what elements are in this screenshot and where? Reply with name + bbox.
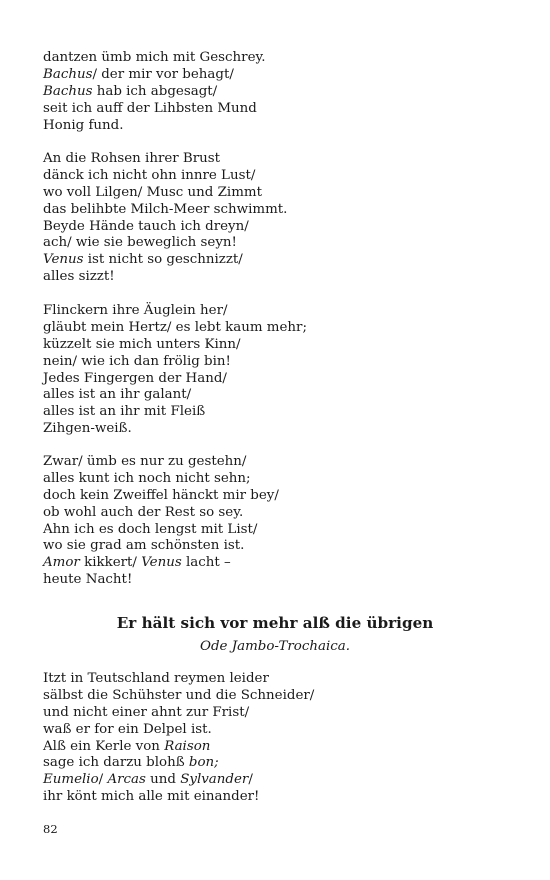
verse-line [43, 538, 503, 555]
verse-segment: lacht – [181, 555, 231, 571]
verse-segment: Itzt in Teutschland reymen leider [43, 671, 269, 686]
verse-line [43, 772, 503, 789]
verse-italic-segment: Bachus [43, 83, 93, 99]
verse-italic-segment: Venus [141, 555, 182, 571]
verse-line [43, 505, 503, 522]
verse-segment: heute Nacht! [43, 572, 133, 588]
verse-segment: kikkert/ [79, 555, 142, 571]
verse-line [43, 269, 503, 286]
verse-line [43, 739, 503, 756]
verse-line [43, 252, 503, 269]
verse-line [43, 387, 503, 404]
verse-line [43, 219, 503, 236]
stanza-3 [43, 303, 503, 438]
verse-segment: alles ist an ihr galant/ [43, 387, 192, 403]
verse-line [43, 555, 503, 572]
verse-line [43, 354, 503, 371]
verse-line [43, 118, 503, 135]
stanza-final [43, 671, 503, 806]
verse-segment: seit ich auff der Lihbsten Mund [43, 100, 257, 116]
verse-segment: alles ist an ihr mit Fleiß [43, 404, 206, 420]
verse-line [43, 671, 503, 688]
verse-line [43, 371, 503, 388]
verse-line [43, 404, 503, 421]
verse-segment: dantzen ümb mich mit Geschrey. [43, 50, 266, 65]
verse-segment: Flinckern ihre Äuglein her/ [43, 303, 228, 318]
verse-segment: ihr könt mich alle mit einander! [43, 789, 260, 805]
verse-line [43, 421, 503, 438]
verse-segment: gläubt mein Hertz/ es lebt kaum mehr; [43, 319, 307, 335]
verse-line [43, 471, 503, 488]
verse-line [43, 84, 503, 101]
poem-subtitle: Ode Jambo-Trochaica. [200, 639, 350, 654]
verse-line [43, 185, 503, 202]
stanza-1 [43, 50, 503, 134]
verse-line [43, 303, 503, 320]
verse-segment: An die Rohsen ihrer Brust [43, 151, 221, 166]
verse-segment: / [248, 772, 253, 788]
verse-line [43, 522, 503, 539]
verse-line [43, 320, 503, 337]
poem-title: Er hält sich vor mehr alß die übrigen [116, 614, 434, 632]
verse-segment: hab ich abgesagt/ [92, 83, 218, 99]
verse-line [43, 454, 503, 471]
verse-line [43, 168, 503, 185]
verse-segment: küzzelt sie mich unters Kinn/ [43, 336, 241, 352]
verse-italic-segment: Eumelio [43, 772, 99, 788]
verse-segment: doch kein Zweiffel hänckt mir bey/ [43, 487, 279, 503]
verse-segment: und nicht einer ahnt zur Frist/ [43, 704, 250, 720]
verse-line [43, 67, 503, 84]
verse-segment: Zwar/ ümb es nur zu gestehn/ [43, 454, 247, 469]
verse-segment: Honig fund. [43, 117, 124, 133]
verse-line [43, 688, 503, 705]
verse-segment: sage ich darzu blohß [43, 755, 189, 771]
verse-italic-segment: Arcas [107, 772, 146, 788]
verse-segment: nein/ wie ich dan frölig bin! [43, 353, 231, 369]
verse-italic-segment: Bachus [43, 66, 93, 82]
verse-segment: sälbst die Schühster und die Schneider/ [43, 687, 315, 703]
verse-segment: Ahn ich es doch lengst mit List/ [43, 521, 258, 537]
verse-segment: und [145, 772, 181, 788]
verse-segment: das belihbte Milch-Meer schwimmt. [43, 201, 288, 217]
verse-line [43, 722, 503, 739]
verse-italic-segment: Sylvander [180, 772, 249, 788]
verse-line [43, 235, 503, 252]
verse-segment: / [98, 772, 108, 788]
verse-segment: alles kunt ich noch nicht sehn; [43, 470, 251, 486]
verse-italic-segment: Raison [164, 738, 211, 754]
verse-segment: waß er for ein Delpel ist. [43, 721, 212, 737]
verse-italic-segment: bon; [188, 755, 219, 771]
verse-line [43, 705, 503, 722]
verse-italic-segment: Amor [43, 555, 80, 571]
verse-segment: dänck ich nicht ohn innre Lust/ [43, 167, 256, 183]
verse-segment: ach/ wie sie beweglich seyn! [43, 235, 237, 251]
verse-segment: alles sizzt! [43, 269, 115, 285]
verse-segment: Zihgen-weiß. [43, 421, 132, 437]
verse-segment: ob wohl auch der Rest so sey. [43, 504, 244, 520]
verse-italic-segment: Venus [43, 252, 84, 268]
verse-line [43, 755, 503, 772]
verse-line [43, 488, 503, 505]
verse-line [43, 50, 503, 67]
stanza-2 [43, 151, 503, 286]
verse-line [43, 572, 503, 589]
verse-segment: Beyde Hände tauch ich dreyn/ [43, 218, 249, 234]
verse-line [43, 337, 503, 354]
verse-line [43, 151, 503, 168]
verse-segment: / der mir vor behagt/ [92, 66, 234, 82]
verse-segment: Alß ein Kerle von [43, 738, 165, 754]
verse-segment: ist nicht so geschnizzt/ [83, 252, 243, 268]
verse-segment: wo voll Lilgen/ Musc und Zimmt [43, 184, 262, 200]
verse-line [43, 101, 503, 118]
page-number: 82 [43, 822, 58, 836]
verse-line [43, 202, 503, 219]
verse-line [43, 789, 503, 806]
stanza-4 [43, 454, 503, 589]
verse-segment: wo sie grad am schönsten ist. [43, 538, 245, 554]
verse-segment: Jedes Fingergen der Hand/ [43, 370, 227, 386]
